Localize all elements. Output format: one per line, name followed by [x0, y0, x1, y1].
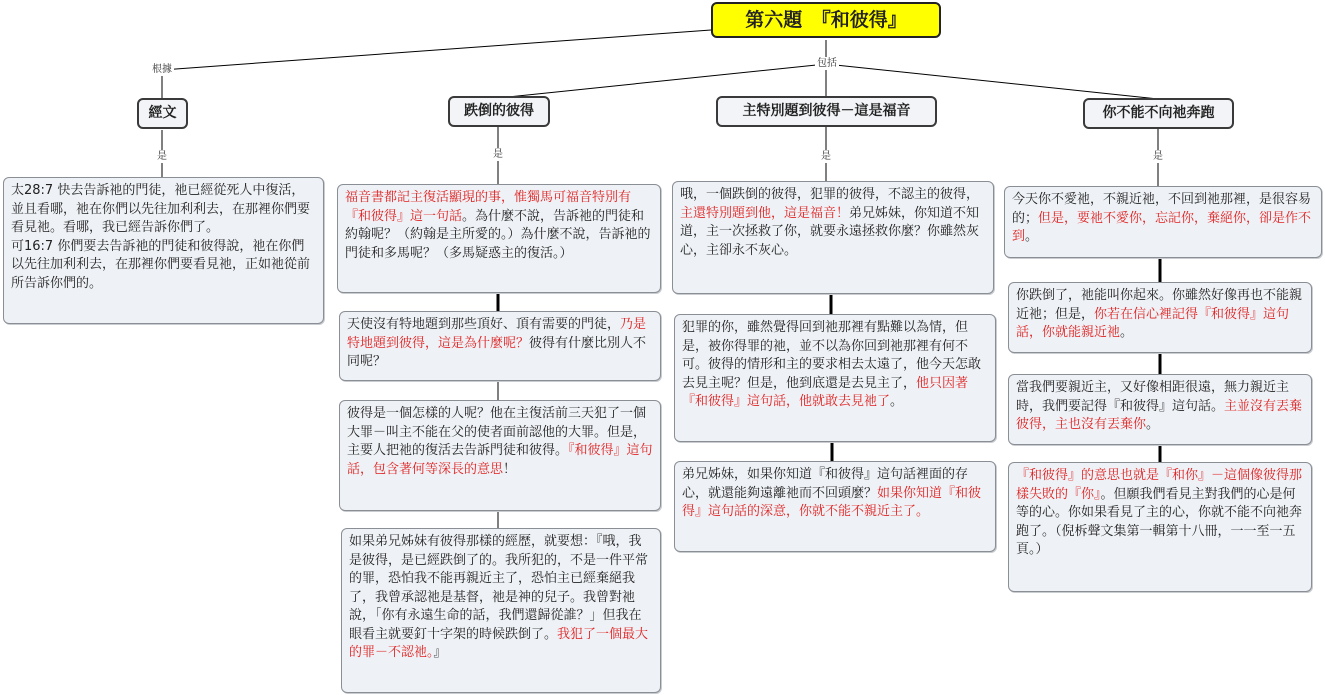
- edge-label-basis: 根據: [152, 64, 172, 75]
- note-text: 當我們要親近主，又好像相距很遠，無力親近主時，我們要記得『和彼得』這句話。: [1016, 380, 1290, 414]
- branch-scripture[interactable]: 經文: [137, 98, 188, 129]
- branch-fallen-peter[interactable]: 跌倒的彼得: [448, 96, 550, 127]
- edge-label-is-fallen: 是: [493, 149, 503, 160]
- note-text: 彼得是一個怎樣的人呢？他在主復活前三天犯了一個大罪－叫主不能在父的使者面前認他的大罪。但是，主要人把祂的復活去告訴門徒和彼得。: [347, 406, 647, 458]
- note-text: 犯罪的你，雖然覺得回到祂那裡有點難以為情，但是，被你得罪的祂，並不以為你回到祂那裡有何不可。彼得的情形和主的要求相去太遠了，他今天怎敢去見主呢？但是，他到底還是去見主了，: [682, 320, 982, 391]
- highlighted-text: 福音書都記主復活顯現的事，惟獨馬可福音特別有『和彼得』這一句話: [345, 190, 632, 224]
- note-text: 』: [433, 645, 447, 660]
- note-text: 。但願我們看見主對我們的心是何等的心。你如果看見了主的心，你就不能不向祂奔跑了。（倪柝聲文集第一輯第十八冊，一一至一五頁。）: [1016, 486, 1303, 557]
- note-fallen-4[interactable]: [341, 528, 661, 693]
- note-fallen-2[interactable]: [339, 311, 661, 381]
- note-text: ！: [503, 461, 517, 477]
- line-root-basis: [162, 30, 711, 70]
- highlighted-text: 主還特別題到他，這是福音！: [680, 205, 850, 221]
- edge-label-is-gospel: 是: [821, 151, 831, 162]
- highlighted-text: 我犯了一個最大的罪－不認祂。: [349, 626, 649, 660]
- note-text: 。: [890, 394, 904, 409]
- note-text: 太28:7 快去告訴祂的門徒，祂已經從死人中復活，並且看哪，祂在你們以先往加利利去，在那裡你們要看見祂。看哪，我已經告訴你們了。: [11, 183, 311, 235]
- note-gospel-1[interactable]: [672, 181, 994, 294]
- note-text: 天使沒有特地題到那些頂好、頂有需要的門徒，: [347, 317, 621, 332]
- note-text: 弟兄姊妹，如果你知道『和彼得』這句話裡面的存心，就還能夠遠離祂而不回頭麼？: [682, 467, 969, 501]
- note-scripture-mark: [11, 238, 316, 294]
- note-text: 你跌倒了，祂能叫你起來。你雖然好像再也不能親近祂；但是，: [1016, 288, 1303, 322]
- note-text: 。: [1025, 229, 1039, 244]
- highlighted-text: 主並沒有丟棄彼得，主也沒有丟棄你: [1016, 398, 1303, 432]
- highlighted-text: 『和彼得』的意思也就是『和你』－這個像彼得那樣失敗的『你』: [1016, 468, 1303, 502]
- note-gospel-3[interactable]: [674, 461, 996, 552]
- branch-gospel[interactable]: 主特別題到彼得－這是福音: [716, 96, 937, 127]
- note-scripture-matthew: [11, 182, 316, 238]
- note-text: 弟兄姊妹，你知道不知道，主一次拯救了你，就要永遠拯救你麼？你雖然灰心，主卻永不灰心。: [680, 205, 980, 258]
- note-gospel-2[interactable]: [674, 314, 996, 442]
- highlighted-text: 你若在信心裡記得『和彼得』這句話，你就能親近祂: [1016, 306, 1290, 340]
- highlighted-text: 如果你知道『和彼得』這句話的深意，你就不能不親近主了。: [682, 485, 982, 519]
- note-text: 哦，一個跌倒的彼得，犯罪的彼得，不認主的彼得，: [680, 187, 980, 202]
- note-text: 如果弟兄姊妹有彼得那樣的經歷，就要想：『哦，我是彼得，是已經跌倒了的。我所犯的，不是一件平常的罪，恐怕我不能再親近主了，恐怕主已經棄絕我了，我曾承認祂是基督，祂是神的兒子。我曾對祂說，「你有永遠生命的話，我們還歸從誰？」但我在眼看主就要釘十字架的時候跌倒了。: [349, 534, 649, 642]
- note-text: 可16:7 你們要去告訴祂的門徒和彼得說，祂在你們以先往加利利去，在那裡你們要看見祂，正如祂從前所告訴你們的。: [11, 238, 311, 291]
- highlighted-text: 『和彼得』這句話，包含著何等深長的意思: [347, 443, 653, 477]
- note-text: 。為什麼不說，告訴祂的門徒和約翰呢？（約翰是主所愛的。）為什麼不說，告訴祂的門徒和多馬呢？（多馬疑惑主的復活。）: [345, 208, 651, 261]
- note-text: 。: [1120, 325, 1134, 340]
- note-text: 今天你不愛祂，不親近祂，不回到祂那裡，是很容易的；: [1012, 192, 1312, 226]
- edge-label-includes: 包括: [817, 58, 837, 69]
- root-topic[interactable]: 第六題 『和彼得』: [711, 2, 941, 38]
- edge-label-is-scripture: 是: [157, 151, 167, 162]
- note-fallen-1[interactable]: [337, 184, 661, 293]
- highlighted-text: 但是，要祂不愛你，忘記你，棄絕你，卻是作不到: [1012, 210, 1312, 244]
- note-scripture[interactable]: [3, 177, 324, 324]
- highlighted-text: 他只因著『和彼得』這句話，他就敢去見祂了: [682, 375, 969, 409]
- note-run-3[interactable]: [1008, 374, 1312, 445]
- note-run-4[interactable]: [1008, 462, 1312, 592]
- note-run-1[interactable]: [1004, 186, 1322, 258]
- branch-cannot-run[interactable]: 你不能不向祂奔跑: [1083, 98, 1234, 129]
- note-text: 。: [1146, 417, 1160, 432]
- note-run-2[interactable]: [1008, 282, 1312, 353]
- line-includes-run: [826, 64, 1158, 99]
- line-includes-fallen: [498, 64, 826, 98]
- note-text: 彼得有什麼比別人不同呢？: [347, 335, 647, 369]
- note-fallen-3[interactable]: [339, 400, 661, 511]
- edge-label-is-run: 是: [1153, 151, 1163, 162]
- highlighted-text: 乃是特地題到彼得，這是為什麼呢？: [347, 317, 647, 351]
